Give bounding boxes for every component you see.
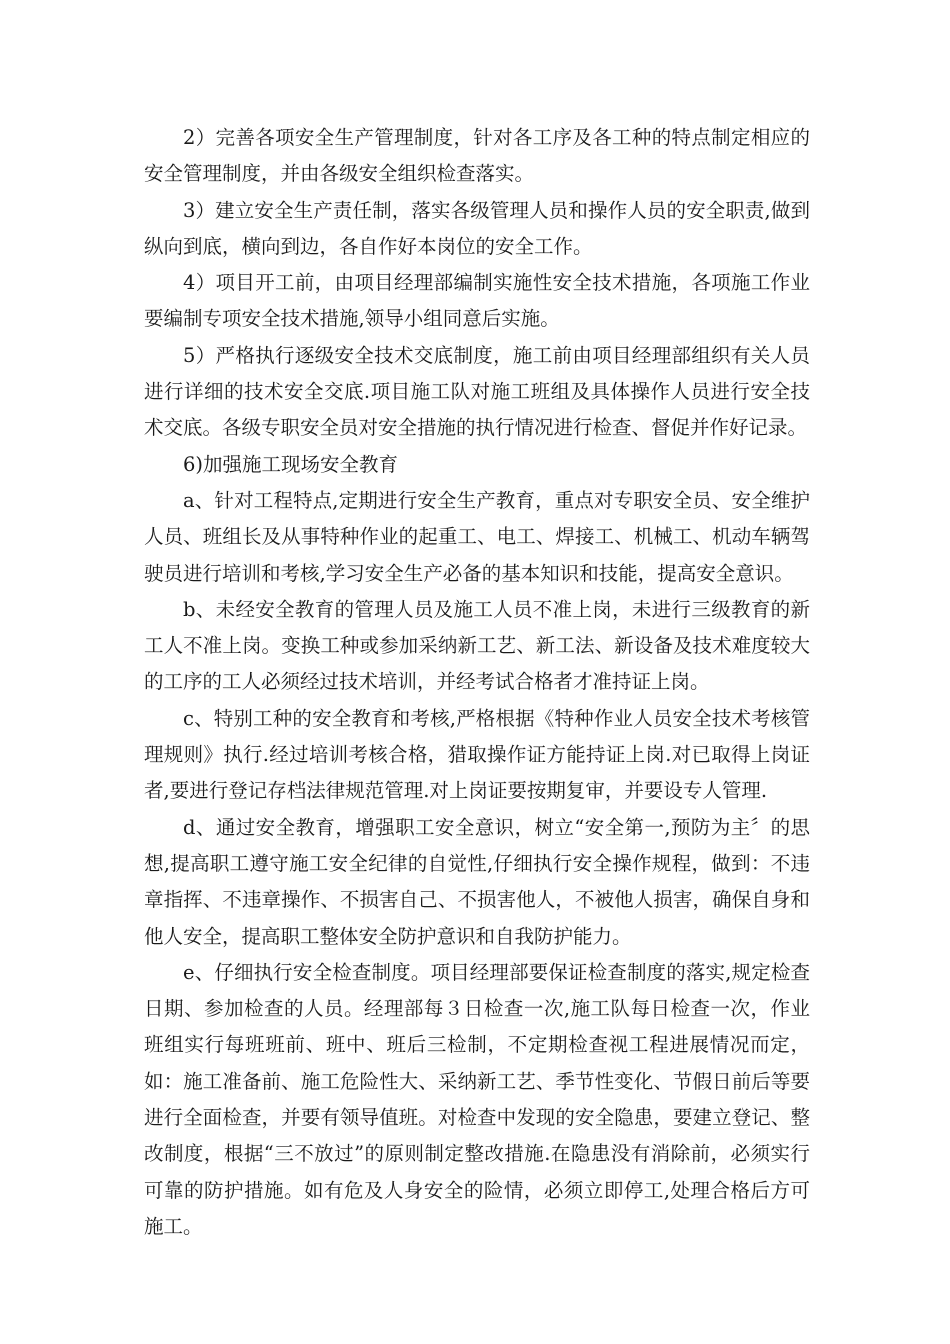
paragraph-item-5: 5）严格执行逐级安全技术交底制度，施工前由项目经理部组织有关人员进行详细的技术安全交底.项目施工队对施工班组及具体操作人员进行安全技术交底。各级专职安全员对安全措施的执行情况进行检查、督促并作好记录。 [144, 343, 810, 440]
paragraph-item-2: 2）完善各项安全生产管理制度，针对各工序及各工种的特点制定相应的安全管理制度，并由各级安全组织检查落实。 [144, 126, 810, 186]
document-page [144, 120, 810, 1245]
paragraph-item-c: c、特别工种的安全教育和考核,严格根据《特种作业人员安全技术考核管理规则》执行.经过培训考核合格，猎取操作证方能持证上岗.对已取得上岗证者,要进行登记存档法律规范管理.对上岗证要按期复审，并要设专人管理. [144, 706, 810, 803]
paragraph-item-a: a、针对工程特点,定期进行安全生产教育，重点对专职安全员、安全维护人员、班组长及从事特种作业的起重工、电工、焊接工、机械工、机动车辆驾驶员进行培训和考核,学习安全生产必备的基本知识和技能，提高安全意识。 [144, 488, 810, 585]
paragraph-item-3: 3）建立安全生产责任制，落实各级管理人员和操作人员的安全职责,做到纵向到底，横向到边，各自作好本岗位的安全工作。 [144, 198, 810, 258]
section-heading-6: 6)加强施工现场安全教育 [183, 452, 399, 476]
paragraph-item-e: e、仔细执行安全检查制度。项目经理部要保证检查制度的落实,规定检查日期、参加检查的人员。经理部每３日检查一次,施工队每日检查一次，作业班组实行每班班前、班中、班后三检制，不定期检查视工程进展情况而定，如：施工准备前、施工危险性大、采纳新工艺、季节性变化、节假日前后等要进行全面检查，并要有领导值班。对检查中发现的安全隐患，要建立登记、整改制度，根据“三不放过”的原则制定整改措施.在隐患没有消除前，必须实行可靠的防护措施。如有危及人身安全的险情，必须立即停工,处理合格后方可施工。 [144, 960, 810, 1238]
paragraph-item-d: d、通过安全教育，增强职工安全意识，树立“安全第一,预防为主〞的思想,提高职工遵守施工安全纪律的自觉性,仔细执行安全操作规程，做到：不违章指挥、不违章操作、不损害自己、不损害他人，不被他人损害，确保自身和他人安全，提高职工整体安全防护意识和自我防护能力。 [144, 815, 810, 948]
paragraph-item-4: 4）项目开工前，由项目经理部编制实施性安全技术措施，各项施工作业要编制专项安全技术措施,领导小组同意后实施。 [144, 271, 810, 331]
paragraph-item-b: b、未经安全教育的管理人员及施工人员不准上岗，未进行三级教育的新工人不准上岗。变换工种或参加采纳新工艺、新工法、新设备及技术难度较大的工序的工人必须经过技术培训，并经考试合格者才准持证上岗。 [144, 597, 810, 694]
